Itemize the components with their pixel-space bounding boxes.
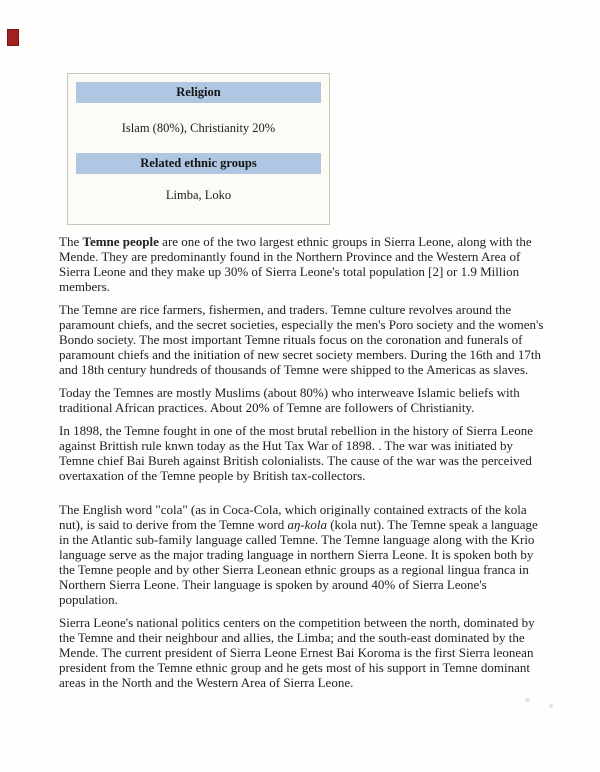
text-segment: (kola nut). The Temne speak a language in the Atlantic sub-family language called Temne. The Temne language along with the Krio language serve as the major trading language in northern Sierra Leone. It is spoken both by the Temne people and by other Sierra Leonean ethnic groups as a regional lingua franca in Northern Sierra Leone. Their language is spoken by around 40% of Sierra Leone's population. [59, 517, 538, 607]
infobox-table [67, 73, 330, 225]
scan-speck [525, 698, 530, 702]
text-segment: Sierra Leone's national politics centers on the competition between the north, dominated by the Temne and their neighbour and allies, the Limba; and the south-east dominated by the Mende. The current president of Sierra Leone Ernest Bai Koroma is the first Sierra leonean president from the Temne ethnic group and he gets most of his support in Temne dominant areas in the North and the Western Area of Sierra Leone. [59, 615, 535, 690]
text-segment: are one of the two largest ethnic groups in Sierra Leone, along with the Mende. They are predominantly found in the Northern Province and the Western Area of Sierra Leone and they make up 30% of Sierra Leone's total population [2] or 1.9 Million members. [59, 234, 532, 294]
infobox-value-religion: Islam (80%), Christianity 20% [121, 120, 276, 135]
paragraph [59, 423, 548, 483]
infobox-header-related-ethnic-groups: Related ethnic groups [76, 153, 321, 174]
red-scan-mark [7, 29, 19, 46]
infobox-header-religion: Religion [76, 82, 321, 103]
italic-term: aŋ-kola [287, 517, 327, 532]
paragraph [59, 302, 548, 377]
text-segment: Today the Temnes are mostly Muslims (about 80%) who interweave Islamic beliefs with traditional African practices. About 20% of Temne are followers of Christianity. [59, 385, 520, 415]
text-segment: In 1898, the Temne fought in one of the most brutal rebellion in the history of Sierra Leone against Brittish rule knwn today as the Hut Tax War of 1898. . The war was initiated by Temne chief Bai Bureh against British colonialists. The cause of the war was the perceived overtaxation of the Temne people by British tax-collectors. [59, 423, 533, 483]
paragraph [59, 234, 548, 294]
infobox-value-related-ethnic-groups: Limba, Loko [165, 187, 232, 202]
bold-term: Temne people [82, 234, 159, 249]
scan-speck [549, 704, 553, 708]
paragraph [59, 615, 548, 690]
paragraph [59, 502, 548, 607]
article [59, 234, 548, 698]
text-segment: The English word "cola" (as in Coca-Cola, which originally contained extracts of the kola nut), is said to derive from the Temne word [59, 502, 527, 532]
paragraph [59, 385, 548, 415]
text-segment: The Temne are rice farmers, fishermen, and traders. Temne culture revolves around the paramount chiefs, and the secret societies, especially the men's Poro society and the women's Bondo society. The most important Temne rituals focus on the coronation and funerals of paramount chiefs and the initiation of new secret society members. During the 16th and 17th and 18th century hundreds of thousands of Temne were shipped to the Americas as slaves. [59, 302, 544, 377]
text-segment: The [59, 234, 83, 249]
